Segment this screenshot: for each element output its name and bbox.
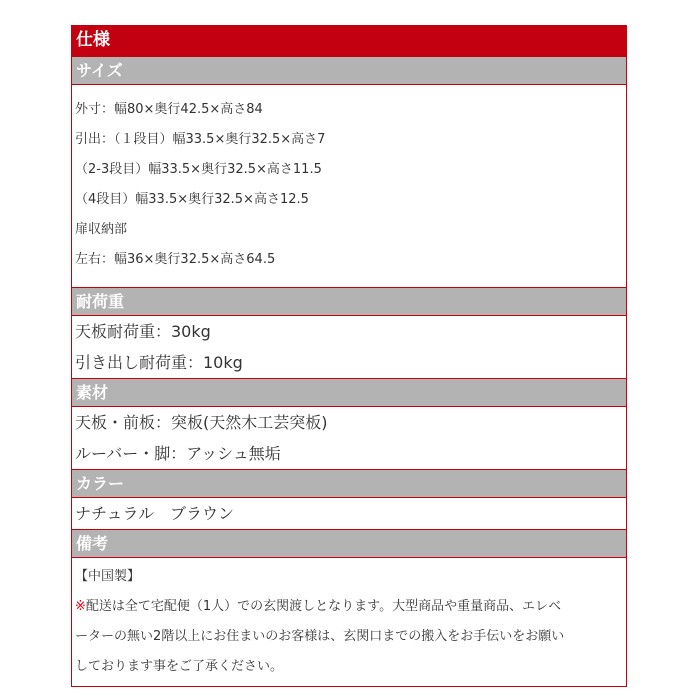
size-line: 引出：（１段目）幅33.5×奥行32.5×高さ7 <box>75 132 326 147</box>
note-mark: ※ <box>75 599 86 614</box>
size-header: サイズ <box>72 56 626 85</box>
size-body <box>72 85 626 287</box>
material-line: 天板・前板：突板(天然木工芸突板) <box>75 413 328 432</box>
size-line: 左右：幅36×奥行32.5×高さ64.5 <box>75 252 276 267</box>
size-line: （4段目）幅33.5×奥行32.5×高さ12.5 <box>75 192 309 207</box>
delivery-note-line: ーターの無い2階以上にお住まいのお客様は、玄関口までの搬入をお手伝いをお願い <box>75 629 565 644</box>
color-body <box>72 498 626 529</box>
size-line: 外寸：幅80×奥行42.5×高さ84 <box>75 102 263 117</box>
size-line: 扉収納部 <box>75 222 128 237</box>
delivery-note-line <box>75 592 626 622</box>
remarks-body <box>72 558 626 686</box>
load-body <box>72 316 626 378</box>
delivery-note-line: しております事をご了承ください。 <box>75 659 284 674</box>
spec-table <box>71 25 627 687</box>
size-line: （2-3段目）幅33.5×奥行32.5×高さ11.5 <box>75 162 322 177</box>
spec-title: 仕様 <box>72 25 626 56</box>
note-text: 配送は全て宅配便（1人）での玄関渡しとなります。大型商品や重量商品、エレベ <box>85 599 562 614</box>
color-value: ナチュラル ブラウン <box>75 504 235 523</box>
material-line: ルーバー・脚：アッシュ無垢 <box>75 444 281 463</box>
material-body <box>72 407 626 469</box>
load-header: 耐荷重 <box>72 287 626 316</box>
load-line: 天板耐荷重：30kg <box>75 322 211 341</box>
load-line: 引き出し耐荷重：10kg <box>75 353 243 372</box>
color-header: カラー <box>72 469 626 498</box>
material-header: 素材 <box>72 378 626 407</box>
origin-text: 【中国製】 <box>75 569 141 584</box>
remarks-header: 備考 <box>72 529 626 558</box>
